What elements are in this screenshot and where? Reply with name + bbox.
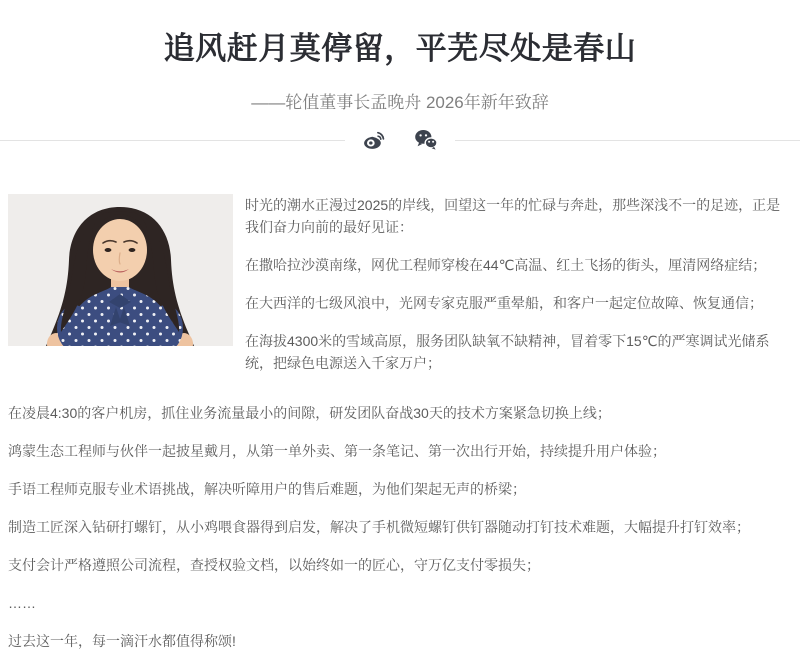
body-paragraph: 制造工匠深入钻研打螺钉，从小鸡喂食器得到启发，解决了手机微短螺钉供钉器随动打钉技术难题，大幅提升打钉效率；: [8, 519, 750, 535]
body-paragraph: 手语工程师克服专业术语挑战，解决听障用户的售后难题，为他们架起无声的桥梁；: [8, 481, 526, 497]
divider-line-left: [0, 140, 345, 141]
body-paragraph: 支付会计严格遵照公司流程，查授权验文档，以始终如一的匠心，守万亿支付零损失；: [8, 557, 540, 573]
article-header: [0, 0, 800, 112]
body-paragraph: 在凌晨4:30的客户机房，抓住业务流量最小的间隙，研发团队奋战30天的技术方案紧急切换上线；: [8, 405, 611, 421]
weibo-share-icon[interactable]: [362, 128, 386, 152]
portrait-photo: [8, 194, 233, 346]
divider-line-right: [455, 140, 800, 141]
body-paragraph: 鸿蒙生态工程师与伙伴一起披星戴月，从第一单外卖、第一条笔记、第一次出行开始，持续提升用户体验；: [8, 443, 666, 459]
article-body: [0, 402, 800, 652]
photo-and-intro-section: [0, 194, 800, 390]
closing-line: 过去这一年，每一滴汗水都值得称颂!: [8, 633, 236, 649]
intro-paragraph: 在大西洋的七级风浪中，光网专家克服严重晕船，和客户一起定位故障、恢复通信；: [245, 295, 763, 311]
intro-paragraph: 在海拔4300米的雪域高原，服务团队缺氧不缺精神，冒着零下15℃的严寒调试光储系统，把绿色电源送入千家万户；: [245, 333, 770, 371]
share-divider-row: [0, 127, 800, 153]
share-icons: [345, 128, 455, 152]
ellipsis-paragraph: ……: [8, 595, 36, 611]
intro-paragraph: 时光的潮水正漫过2025的岸线，回望这一年的忙碌与奔赴，那些深浅不一的足迹，正是我们奋力向前的最好见证：: [245, 197, 781, 235]
page-subtitle: ——轮值董事长孟晚舟 2026年新年致辞: [251, 93, 549, 112]
intro-paragraph: 在撒哈拉沙漠南缘，网优工程师穿梭在44℃高温、红土飞扬的街头，厘清网络症结；: [245, 257, 767, 273]
page-title: 追风赶月莫停留，平芜尽处是春山: [163, 31, 637, 66]
wechat-share-icon[interactable]: [414, 128, 438, 152]
intro-paragraphs: [233, 194, 792, 390]
